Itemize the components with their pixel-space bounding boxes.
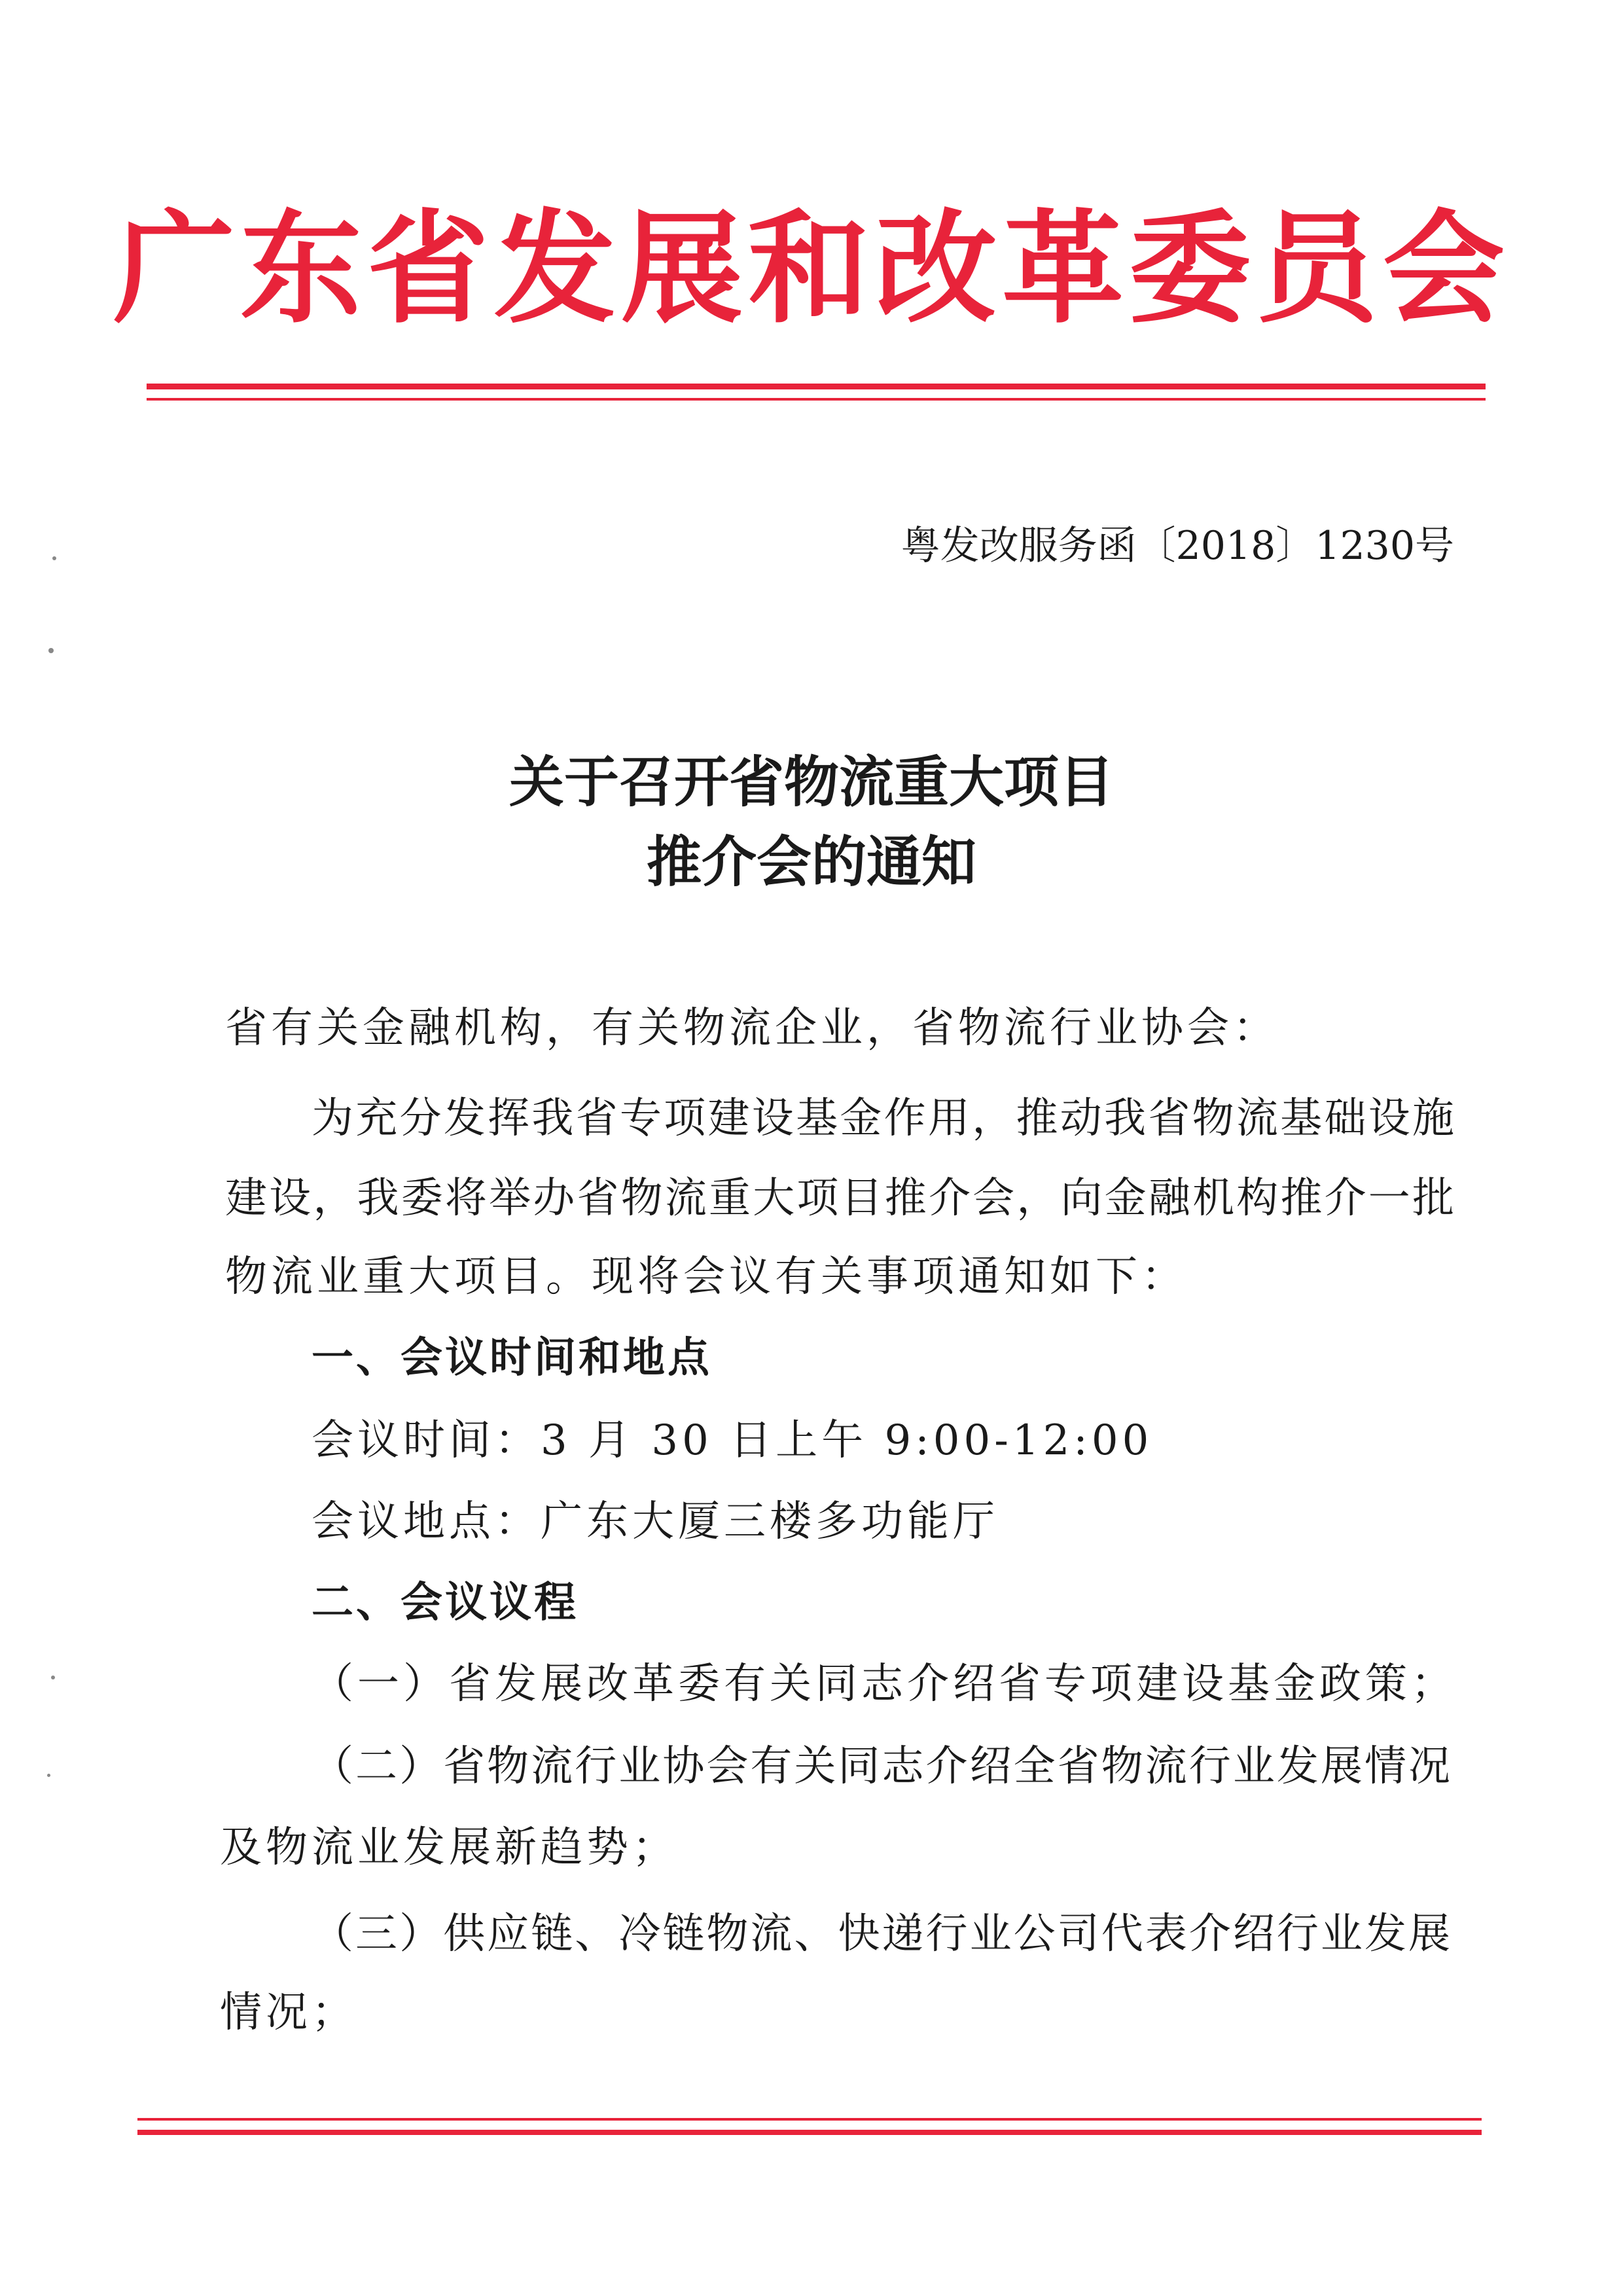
letterhead-rule-thin: [147, 398, 1486, 401]
document-title-line-1: 关于召开省物流重大项目: [508, 749, 1114, 814]
scan-speck: [52, 556, 56, 560]
scan-speck: [51, 1676, 55, 1679]
letterhead-org-name: 广东省发展和改革委员会: [113, 196, 1510, 340]
section-2-heading: 二、会议议程: [312, 1579, 579, 1627]
document-number: 粤发改服务函〔2018〕1230号: [901, 523, 1454, 569]
agenda-item-3-line-2: 情况；: [220, 1988, 357, 2037]
footer-rule-thick: [137, 2130, 1482, 2135]
intro-line-1: 为充分发挥我省专项建设基金作用，推动我省物流基础设施: [312, 1094, 1454, 1143]
agenda-item-2-line-2: 及物流业发展新趋势；: [220, 1823, 678, 1872]
scan-speck: [47, 1774, 50, 1777]
meeting-place: 会议地点：广东大厦三楼多功能厅: [312, 1498, 999, 1546]
agenda-item-2-line-1: （二）省物流行业协会有关同志介绍全省物流行业发展情况: [312, 1742, 1450, 1791]
section-1-heading: 一、会议时间和地点: [312, 1334, 712, 1382]
footer-rule-thin: [137, 2118, 1482, 2121]
scan-speck: [48, 648, 54, 653]
letterhead-rule-thick: [147, 384, 1486, 389]
intro-line-2: 建设，我委将举办省物流重大项目推介会，向金融机构推介一批: [225, 1174, 1454, 1223]
agenda-item-3-line-1: （三）供应链、冷链物流、快递行业公司代表介绍行业发展: [312, 1910, 1450, 1958]
intro-line-3: 物流业重大项目。现将会议有关事项通知如下：: [225, 1253, 1187, 1301]
document-title-line-2: 推介会的通知: [646, 829, 976, 894]
salutation: 省有关金融机构，有关物流企业，省物流行业协会：: [225, 1004, 1279, 1052]
meeting-time: 会议时间：3 月 30 日上午 9:00-12:00: [312, 1416, 1153, 1465]
agenda-item-1: （一）省发展改革委有关同志介绍省专项建设基金政策；: [312, 1660, 1457, 1708]
